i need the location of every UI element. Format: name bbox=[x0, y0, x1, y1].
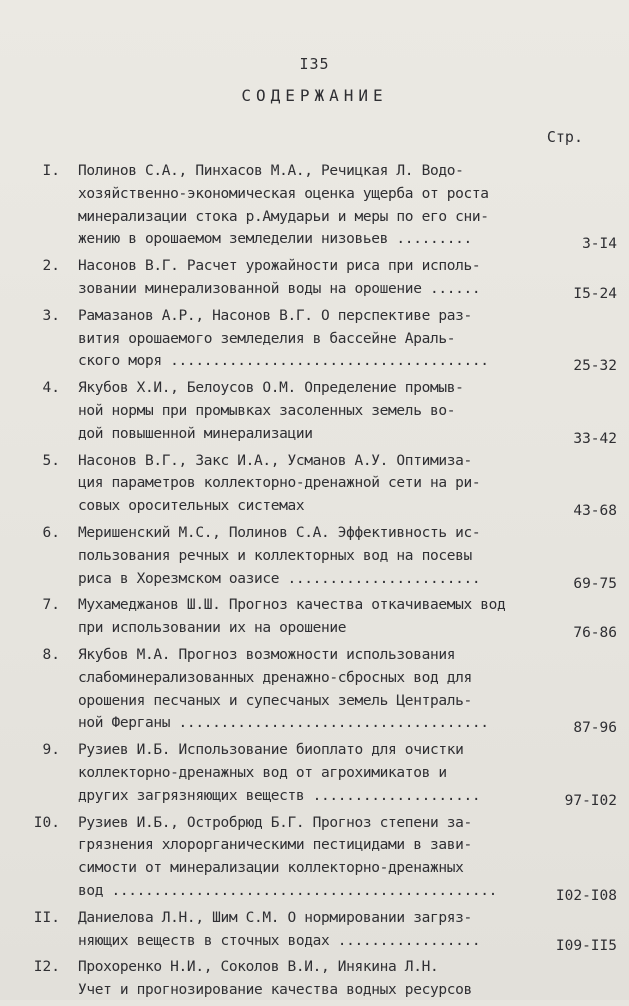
toc-entry-5 bbox=[0, 450, 629, 518]
entry-title: Даниелова Л.Н., Шим С.М. О нормировании загряз- няющих веществ в сточных водах ................. bbox=[78, 909, 481, 949]
entry-number: 6. bbox=[42, 524, 60, 541]
entry-title: Рузиев И.Б. Использование биоплато для очистки коллекторно-дренажных вод от агрохимикатов и других загрязняющих веществ .................... bbox=[78, 742, 481, 804]
table-of-contents bbox=[0, 160, 629, 1006]
toc-entry-1 bbox=[0, 160, 629, 251]
toc-entry-11 bbox=[0, 907, 629, 953]
entry-title: Полинов С.А., Пинхасов М.А., Речицкая Л. Водо- хозяйственно-экономическая оценка ущерба от роста минерализации стока р.Амударьи и меры по его сни- жению в орошаемом земледелии низовьев ......... bbox=[78, 163, 489, 248]
toc-entry-6 bbox=[0, 522, 629, 590]
entry-title: Рамазанов А.Р., Насонов В.Г. О перспективе раз- вития орошаемого земледелия в бассейне Араль- ского моря ...................................... bbox=[78, 307, 489, 370]
toc-entry-3 bbox=[0, 305, 629, 373]
toc-entry-8 bbox=[0, 644, 629, 735]
toc-entry-7 bbox=[0, 594, 629, 640]
entry-number: 7. bbox=[42, 597, 60, 614]
entry-number: I0. bbox=[33, 814, 60, 831]
entry-number: 8. bbox=[42, 646, 60, 663]
entry-title: Насонов В.Г., Закс И.А., Усманов А.У. Оптимиза- ция параметров коллекторно-дренажной сети на ри- совых оросительных системах bbox=[78, 452, 481, 515]
entry-pages: 97-I02 bbox=[564, 792, 617, 809]
entry-title: Насонов В.Г. Расчет урожайности риса при исполь- зовании минерализованной воды на орошение ...... bbox=[78, 258, 481, 297]
entry-number: 9. bbox=[42, 742, 60, 759]
toc-entry-12 bbox=[0, 956, 629, 1002]
entry-pages: 76-86 bbox=[573, 625, 617, 642]
entry-number: II. bbox=[33, 909, 60, 926]
entry-number: 4. bbox=[42, 380, 60, 397]
toc-entry-4 bbox=[0, 377, 629, 445]
toc-entry-9 bbox=[0, 739, 629, 807]
entry-number: 5. bbox=[42, 452, 60, 469]
pages-column-header: Стр. bbox=[546, 128, 583, 146]
entry-number: 2. bbox=[42, 258, 60, 275]
entry-pages: 69-75 bbox=[573, 575, 617, 592]
entry-pages: 43-68 bbox=[573, 503, 617, 520]
entry-title: Якубов Х.И., Белоусов О.М. Определение промыв- ной нормы при промывках засоленных земель во- дой повышенной минерализации bbox=[78, 380, 464, 442]
entry-pages: 87-96 bbox=[573, 720, 617, 737]
entry-pages: 3-I4 bbox=[582, 236, 617, 253]
entry-number: 3. bbox=[42, 307, 60, 324]
entry-pages: 33-42 bbox=[573, 430, 617, 447]
entry-pages: I09-II5 bbox=[555, 937, 617, 954]
entry-number: I2. bbox=[33, 959, 60, 976]
entry-pages: I02-I08 bbox=[555, 887, 617, 904]
entry-pages: 25-32 bbox=[573, 358, 617, 375]
page-number: I35 bbox=[299, 55, 330, 73]
entry-title: Рузиев И.Б., Остробрюд Б.Г. Прогноз степени за- грязнения хлорорганическими пестицидами в зави- симости от минерализации коллекторно-дренажных вод .............................................. bbox=[78, 814, 497, 899]
toc-entry-2 bbox=[0, 255, 629, 301]
entry-title: Меришенский М.С., Полинов С.А. Эффективность ис- пользования речных и коллекторных вод на посевы риса в Хорезмском оазисе ....................... bbox=[78, 524, 481, 587]
entry-title: Прохоренко Н.И., Соколов В.И., Инякина Л.Н. Учет и прогнозирование качества водных ресурсов bbox=[78, 959, 472, 999]
entry-pages: I5-24 bbox=[573, 285, 617, 302]
entry-title: Мухамеджанов Ш.Ш. Прогноз качества откачиваемых вод при использовании их на орошение bbox=[78, 597, 506, 637]
toc-entry-10 bbox=[0, 812, 629, 903]
entry-title: Якубов М.А. Прогноз возможности использования слабоминерализованных дренажно-сбросных вод для орошения песчаных и супесчаных земель Централь- ной Ферганы ..................................... bbox=[78, 646, 489, 732]
page-title: СОДЕРЖАНИЕ bbox=[241, 86, 388, 105]
entry-number: I. bbox=[42, 163, 60, 179]
